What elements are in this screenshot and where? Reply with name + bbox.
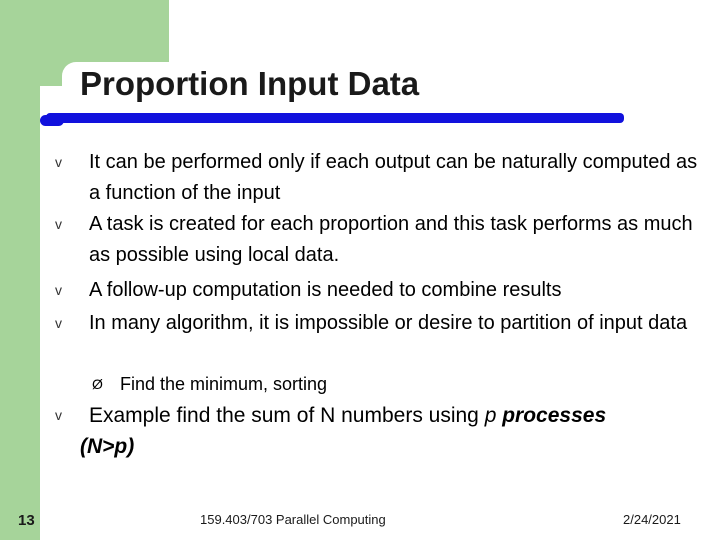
bullet-item-example — [55, 400, 705, 462]
bullet-marker-icon: v — [55, 216, 62, 232]
bullet-text: A follow-up computation is needed to combine results — [89, 279, 562, 301]
bullet-text: It can be performed only if each output can be naturally computed as a function of the input — [89, 151, 698, 204]
example-text-part1: Example find the sum of N numbers using — [89, 404, 485, 427]
bullet-text: A task is created for each proportion and this task performs as much as possible using local data. — [89, 213, 693, 266]
example-text — [89, 404, 606, 427]
example-text-line2: (N>p) — [80, 435, 135, 458]
bullet-item — [55, 275, 705, 306]
bullet-marker-icon: v — [55, 315, 62, 331]
slide-title: Proportion Input Data — [80, 65, 420, 102]
title-rule — [46, 113, 624, 123]
bullet-text: In many algorithm, it is impossible or desire to partition of input data — [89, 312, 688, 334]
slide-number: 13 — [18, 512, 35, 529]
bullet-marker-icon: v — [55, 282, 62, 298]
decorative-green-strip — [0, 114, 40, 540]
example-text-processes: processes — [502, 404, 607, 427]
sub-bullet-text: Find the minimum, sorting — [120, 374, 328, 394]
bullet-item — [55, 147, 705, 209]
arrow-bullet-icon: Ø — [92, 376, 103, 392]
bullet-item — [55, 209, 705, 271]
footer-date: 2/24/2021 — [623, 512, 681, 527]
bullet-item — [55, 308, 705, 339]
bullet-marker-icon: v — [55, 154, 62, 170]
bullet-marker-icon: v — [55, 407, 62, 423]
example-text-p: p — [484, 404, 497, 427]
footer-course: 159.403/703 Parallel Computing — [200, 512, 386, 527]
sub-bullet-item — [92, 371, 652, 397]
